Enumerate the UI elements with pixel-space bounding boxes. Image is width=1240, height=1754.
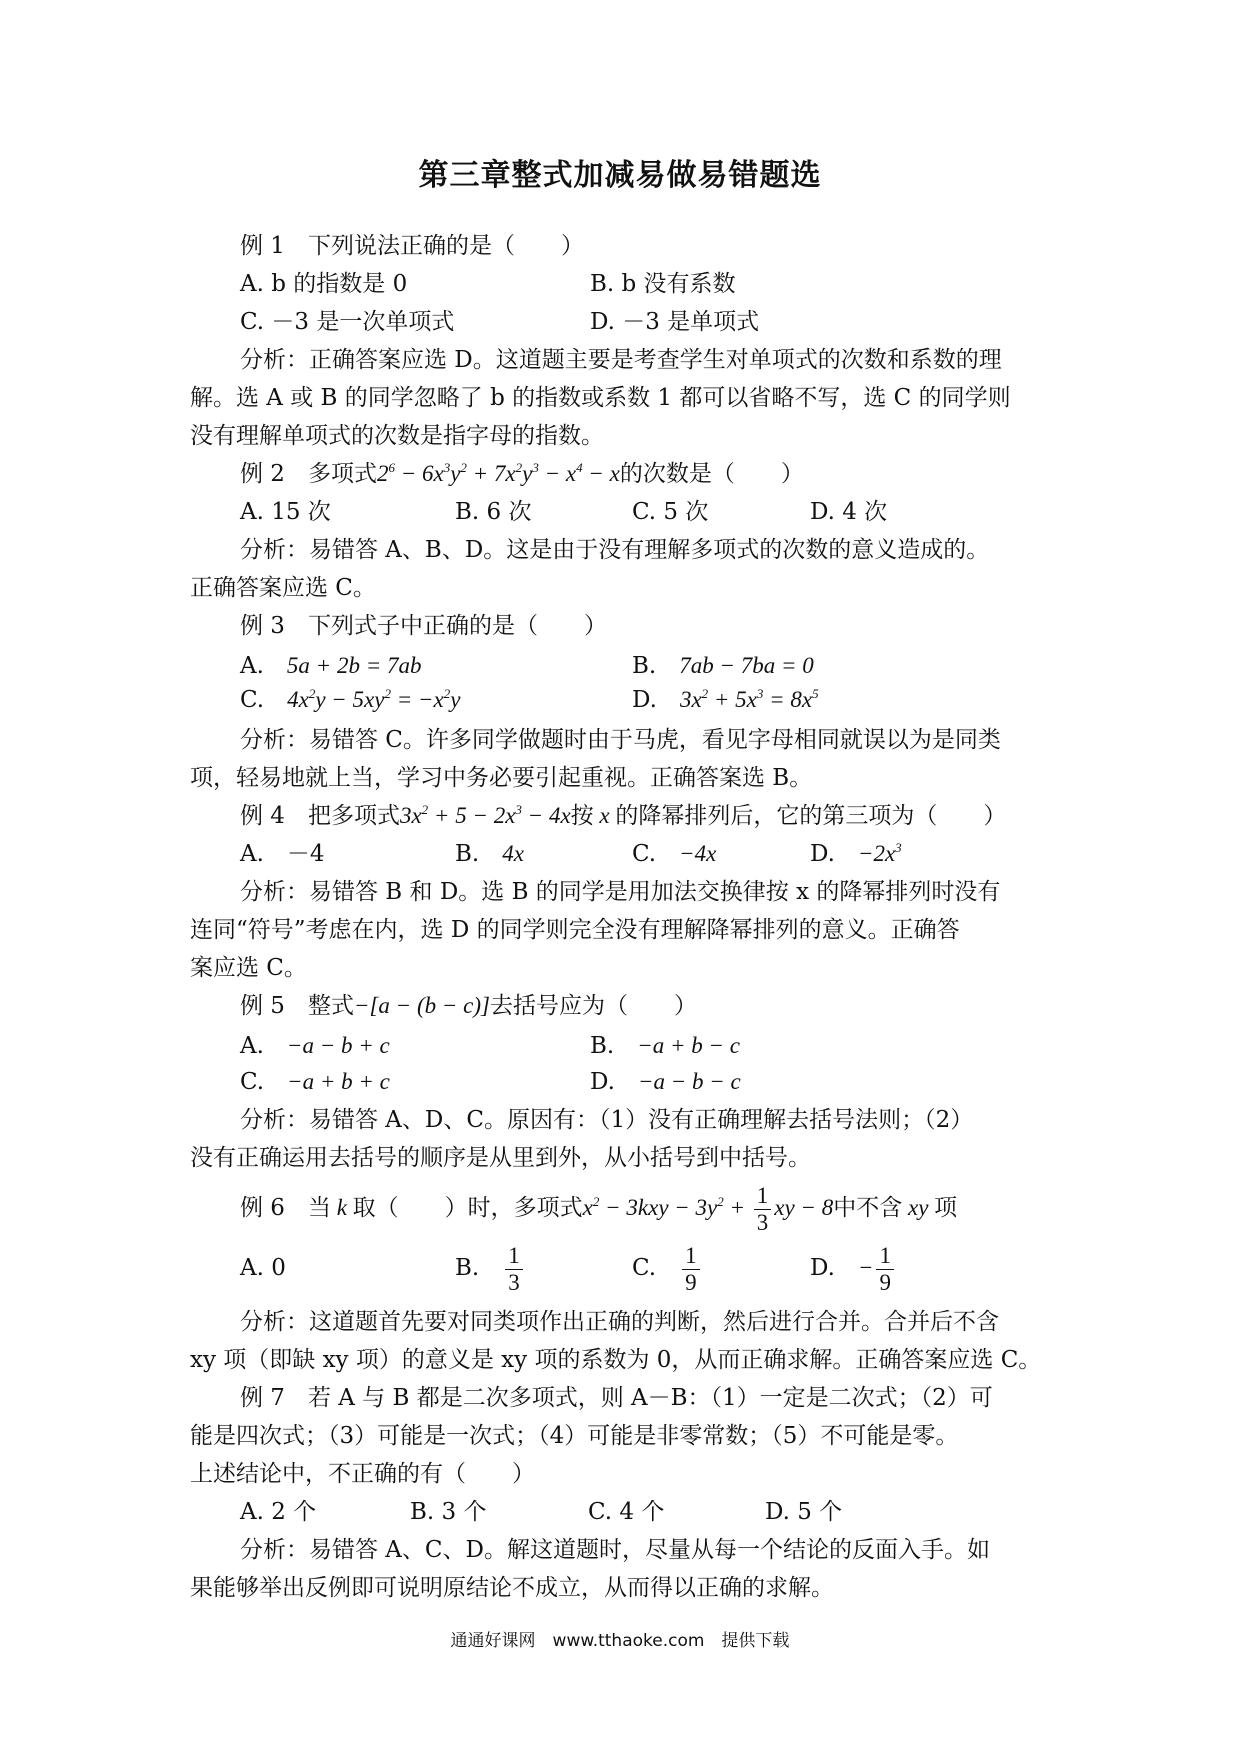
ex6-stem: 例 6 当 k 取（ ）时，多项式$x^2 - 3kxy - 3y^2$ + $\frac{1}{3}$ xy − 8中不含 xy 项	[240, 1182, 958, 1235]
ex4-option-b: B. 4x	[455, 841, 524, 867]
ex3-option-b: B. 7ab − 7ba = 0	[632, 653, 814, 679]
ex3-option-d: D. $3x^2 + 5x^3 = 8x^5$	[632, 686, 819, 713]
ex1-option-a: A. b 的指数是 0	[240, 271, 408, 297]
ex1-stem: 例 1 下列说法正确的是（ ）	[240, 233, 584, 259]
ex4-analysis-line: 分析：易错答 B 和 D。选 B 的同学是用加法交换律按 x 的降幂排列时没有	[240, 879, 1001, 905]
ex3-analysis-line: 分析：易错答 C。许多同学做题时由于马虎，看见字母相同就误以为是同类	[240, 727, 1001, 753]
ex2-option-d: D. 4 次	[810, 499, 888, 525]
ex3-option-c: C. $4x^2y - 5xy^2 = -x^2y$	[240, 686, 461, 713]
ex5-option-c: C. −a + b + c	[240, 1069, 390, 1095]
ex5-analysis-line: 分析：易错答 A、D、C。原因有：（1）没有正确理解去括号法则；（2）	[240, 1107, 974, 1133]
ex2-option-a: A. 15 次	[240, 499, 331, 525]
ex7-analysis-line: 分析：易错答 A、C、D。解这道题时，尽量从每一个结论的反面入手。如	[240, 1537, 990, 1563]
ex4-stem: 例 4 把多项式$3x^2 + 5 - 2x^3 - 4x$按 x 的降幂排列后，它的第三项为（ ）	[240, 802, 1007, 829]
ex2-analysis-line: 分析：易错答 A、B、D。这是由于没有理解多项式的次数的意义造成的。	[240, 537, 990, 563]
ex7-analysis-line: 果能够举出反例即可说明原结论不成立，从而得以正确的求解。	[190, 1575, 834, 1601]
ex7-stem-line: 例 7 若 A 与 B 都是二次多项式，则 A－B：（1）一定是二次式；（2）可	[240, 1385, 993, 1411]
ex2-polynomial: $2^6 - 6x^3y^2 + 7x^2y^3 - x^4 - x$	[376, 460, 620, 486]
ex5-option-b: B. −a + b − c	[590, 1033, 740, 1059]
ex7-option-b: B. 3 个	[410, 1499, 487, 1525]
ex1-option-b: B. b 没有系数	[590, 271, 736, 297]
ex7-option-c: C. 4 个	[588, 1499, 665, 1525]
page-title: 第三章整式加减易做易错题选	[418, 158, 822, 193]
ex4-option-d: D. $-2x^3$	[810, 840, 902, 867]
ex2-option-b: B. 6 次	[455, 499, 532, 525]
fraction-one-third: $\frac{1}{3}$	[754, 1183, 772, 1236]
ex6-analysis-line: xy 项（即缺 xy 项）的意义是 xy 项的系数为 0，从而正确求解。正确答案应选 C。	[190, 1347, 1042, 1373]
ex3-option-a: A. 5a + 2b = 7ab	[240, 653, 422, 679]
ex7-option-d: D. 5 个	[765, 1499, 843, 1525]
ex2-option-c: C. 5 次	[632, 499, 709, 525]
ex1-option-c: C. －3 是一次单项式	[240, 309, 455, 335]
ex5-stem: 例 5 整式−[a − (b − c)]去括号应为（ ）	[240, 993, 697, 1019]
ex6-option-c: C. $\frac{1}{9}$	[632, 1240, 703, 1296]
ex4-option-a: A. －4	[240, 841, 325, 867]
ex4-option-c: C. −4x	[632, 841, 717, 867]
page-footer: 通通好课网 www.tthaoke.com 提供下载	[450, 1631, 790, 1651]
ex5-option-a: A. −a − b + c	[240, 1033, 390, 1059]
ex1-option-d: D. －3 是单项式	[590, 309, 760, 335]
ex7-option-a: A. 2 个	[240, 1499, 317, 1525]
ex6-option-d: D. − $\frac{1}{9}$	[810, 1240, 897, 1296]
ex6-option-a: A. 0	[240, 1255, 286, 1281]
ex2-stem: 例 2 多项式$2^6 - 6x^3y^2 + 7x^2y^3 - x^4 - x$的次数是（ ）	[240, 460, 804, 487]
ex4-analysis-line: 连同“符号”考虑在内，选 D 的同学则完全没有理解降幂排列的意义。正确答	[190, 917, 960, 943]
ex1-analysis-line: 解。选 A 或 B 的同学忽略了 b 的指数或系数 1 都可以省略不写，选 C 的同学则	[190, 385, 1011, 411]
ex7-stem-line: 能是四次式；（3）可能是一次式；（4）可能是非零常数；（5）不可能是零。	[190, 1423, 959, 1449]
ex2-analysis-line: 正确答案应选 C。	[190, 575, 376, 601]
ex6-analysis-line: 分析：这道题首先要对同类项作出正确的判断，然后进行合并。合并后不含	[240, 1309, 999, 1335]
ex3-analysis-line: 项，轻易地就上当，学习中务必要引起重视。正确答案选 B。	[190, 765, 813, 791]
ex6-option-b: B. $\frac{1}{3}$	[455, 1240, 526, 1296]
ex4-analysis-line: 案应选 C。	[190, 955, 307, 981]
ex1-analysis-line: 分析：正确答案应选 D。这道题主要是考查学生对单项式的次数和系数的理	[240, 347, 1002, 373]
ex7-stem-line: 上述结论中，不正确的有（ ）	[190, 1461, 535, 1487]
ex3-stem: 例 3 下列式子中正确的是（ ）	[240, 613, 607, 639]
ex5-option-d: D. −a − b − c	[590, 1069, 741, 1095]
ex1-analysis-line: 没有理解单项式的次数是指字母的指数。	[190, 423, 604, 449]
ex5-analysis-line: 没有正确运用去括号的顺序是从里到外，从小括号到中括号。	[190, 1145, 811, 1171]
